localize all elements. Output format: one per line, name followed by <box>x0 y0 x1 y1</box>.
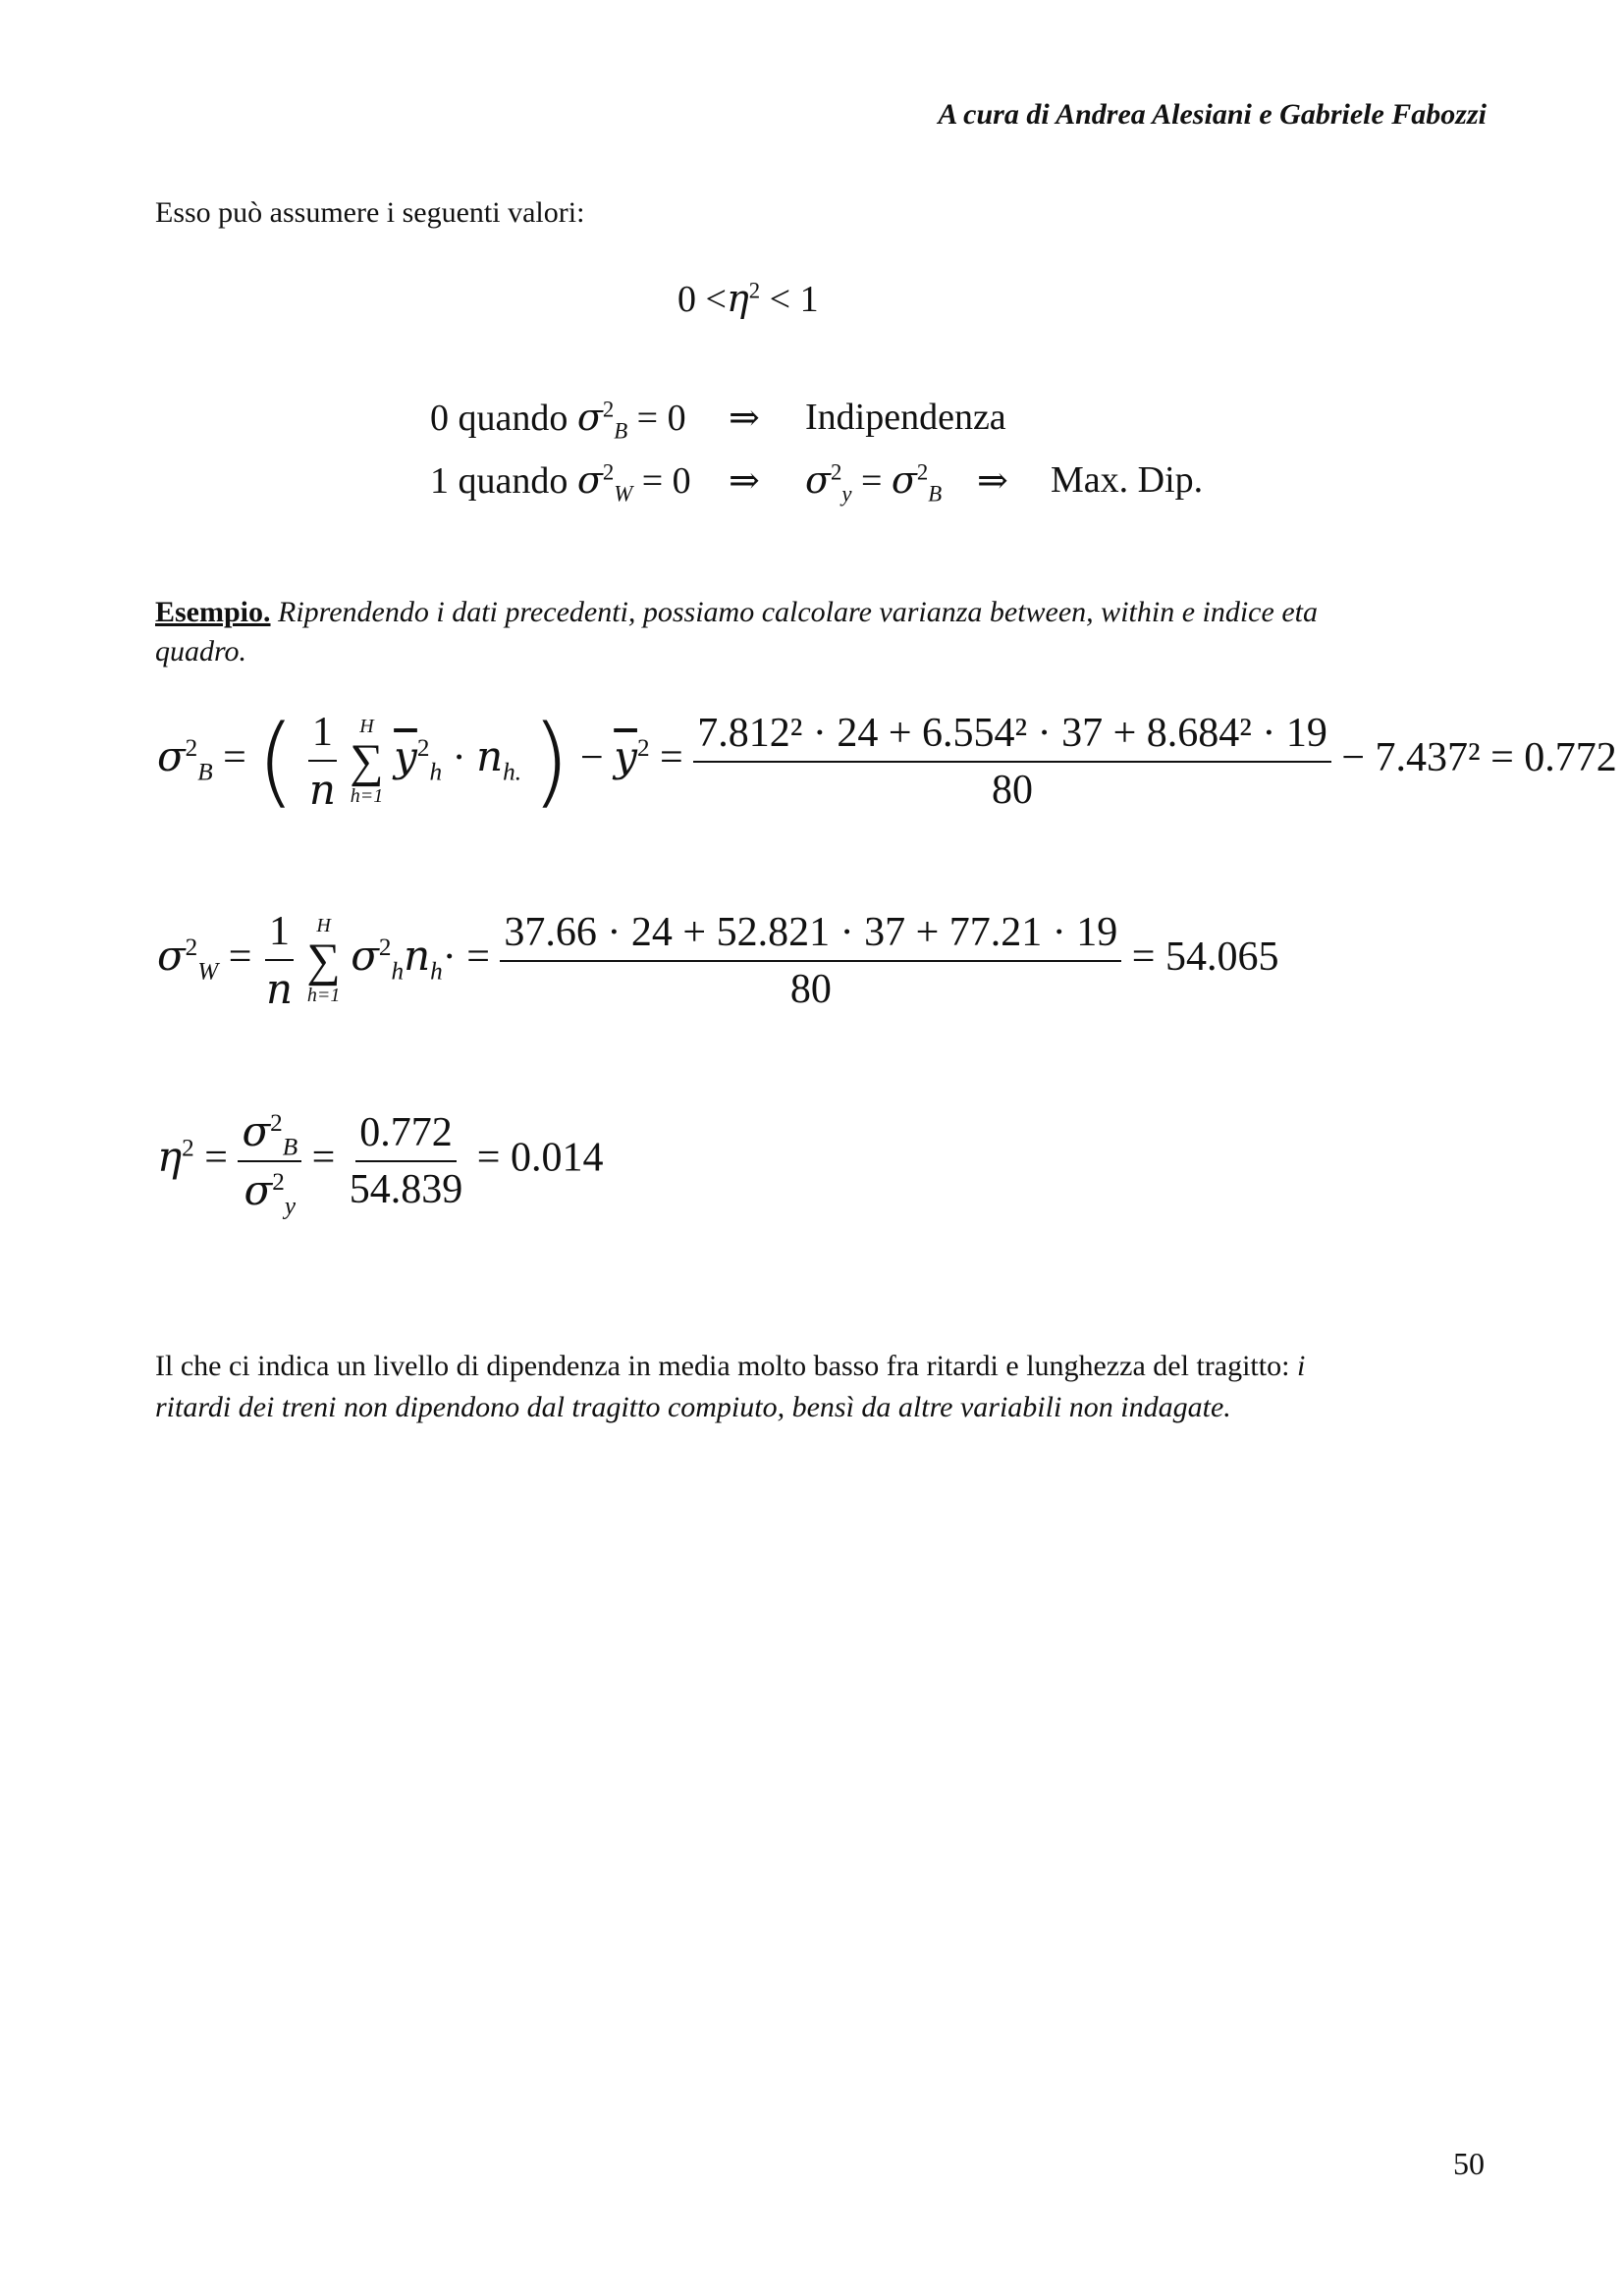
equation-within-variance: $\sigma^2_W$ = $\frac{1}{n}$ H ∑ h=1 $\sigma^2_hn_h\cdot$ = $\frac{37.66 \cdot 24 + 52.821 \cdot 37 + 77.21 \cdot 19}{80}$ = 54.065 <box>157 909 1279 1013</box>
implies-arrow-icon: ⇒ <box>977 460 1008 502</box>
example-label: Esempio. <box>155 596 271 628</box>
one-over-n-fraction: $\frac{1}{n}$ <box>308 710 336 814</box>
example-paragraph-line2: quadro. <box>155 635 247 667</box>
variance-ratio-fraction: $\frac{\sigma^2_B}{\sigma^2_y}$ <box>238 1107 301 1215</box>
one-over-n-fraction: $\frac{1}{n}$ <box>265 909 293 1013</box>
summation: H ∑ h=1 <box>306 914 341 1006</box>
condition-independence-result: Indipendenza <box>805 397 1006 438</box>
example-paragraph: Esempio. Riprendendo i dati precedenti, possiamo calcolare varianza between, within e indice eta <box>155 596 1318 628</box>
condition-max-dependence-result: Max. Dip. <box>1051 459 1204 501</box>
numeric-ratio-fraction: $\frac{0.772}{54.839}$ <box>349 1110 463 1212</box>
variance-equality: $\sigma^2_y = \sigma^2_B$ <box>805 458 943 507</box>
conclusion-paragraph: Il che ci indica un livello di dipendenza in media molto basso fra ritardi e lunghezza del tragitto: i <box>155 1350 1306 1382</box>
implies-arrow-icon: ⇒ <box>729 398 760 439</box>
condition-independence: 0 quando $\sigma^2_B = 0$ <box>430 396 686 444</box>
implies-arrow-icon: ⇒ <box>729 460 760 502</box>
conclusion-paragraph-line2: ritardi dei treni non dipendono dal tragitto compiuto, bensì da altre variabili non indagate. <box>155 1391 1231 1423</box>
page-number: 50 <box>1453 2146 1485 2181</box>
between-variance-fraction: $\frac{\text{7.812² · 24 + 6.554² · 37 + 8.684² · 19}}{80}$ <box>693 710 1331 814</box>
summation: H ∑ h=1 <box>350 715 384 807</box>
page-header-authors: A cura di Andrea Alesiani e Gabriele Fabozzi <box>938 98 1487 131</box>
eta-range: $0 <\eta^2 < 1$ <box>677 277 819 320</box>
intro-text: Esso può assumere i seguenti valori: <box>155 196 585 229</box>
within-variance-fraction: $\frac{37.66 \cdot 24 + 52.821 \cdot 37 + 77.21 \cdot 19}{80}$ <box>500 909 1121 1013</box>
equation-eta-squared: $\eta^2$ = $\frac{\sigma^2_B}{\sigma^2_y}$ = $\frac{0.772}{54.839}$ = 0.014 <box>157 1107 604 1220</box>
equation-between-variance: $\sigma^2_B$ = ( $\frac{1}{n}$ H ∑ h=1 $\overline{y}^2_h \cdot n_{h.}$ ) − $\overline{y}^2$ = $\frac{\text{7.812² · 24 + 6.554² · 37 + 8.684² · 19}}{80}$ − 7.437² = 0.772 <box>157 703 1617 819</box>
condition-max-dependence: 1 quando $\sigma^2_W = 0$ <box>430 458 691 507</box>
